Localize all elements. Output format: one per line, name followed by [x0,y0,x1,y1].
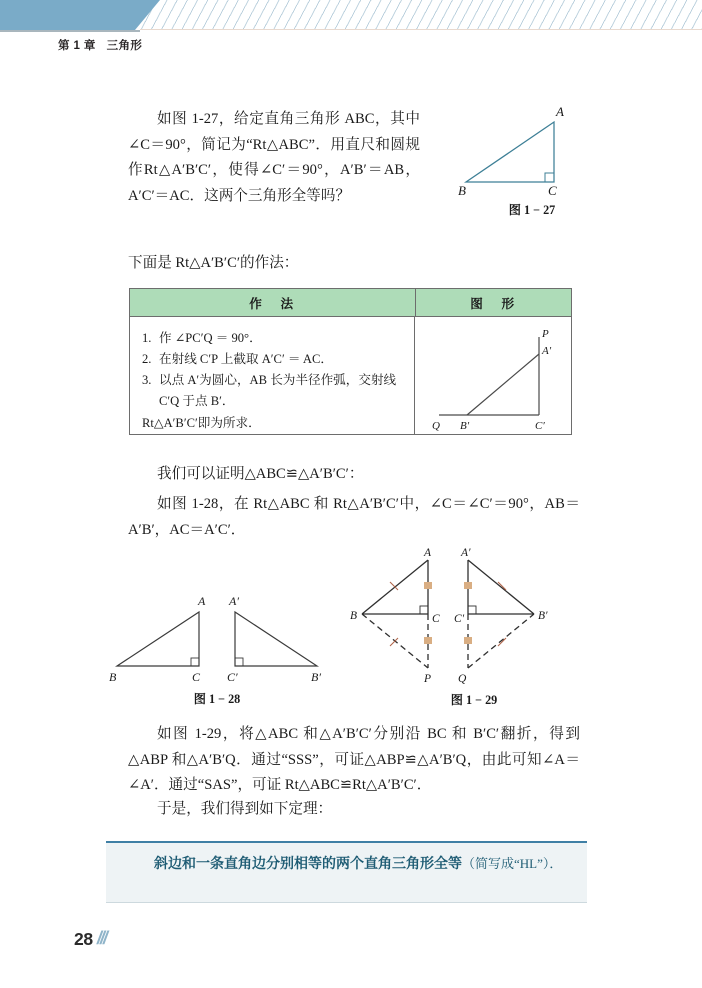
right-angle-marker-c [545,173,554,182]
label-a-prime: A′ [461,547,471,559]
construction-method-table [129,288,572,435]
label-c: C [548,183,557,196]
step-text: 以点 A′为圆心，AB 长为半径作弧，交射线 [159,373,397,387]
tick-c-prime-q [464,637,472,644]
label-c-prime: C′ [535,420,545,432]
method-step [142,349,406,370]
paragraph-intro-text: 如图 1‑27，给定直角三角形 ABC，其中∠C＝90°，简记为“Rt△ABC”．用直尺和圆规作Rt△A′B′C′，使得∠C′＝90°，A′B′＝AB，A′C′＝AC．这两个三角形全等吗？ [128,111,420,204]
segment-q-b-prime [468,614,534,668]
label-c: C [192,670,201,684]
step-number [142,391,159,412]
segment-a-prime-b-prime [467,354,539,415]
theorem-callout-box [106,841,587,903]
theorem-statement [126,852,569,876]
label-a: A [556,104,564,119]
right-angle-marker-c-prime [235,658,243,666]
table-cell-method-steps [130,317,415,434]
label-q: Q [458,673,467,685]
figure-1-28-caption: 图 1 − 28 [193,692,241,706]
method-conclusion: Rt△A′B′C′即为所求． [142,416,261,430]
paragraph-proof-lead-text: 我们可以证明△ABC≌△A′B′C′： [157,466,364,482]
page-footer [74,928,106,950]
label-c-prime: C′ [227,670,238,684]
figure-1-27-drawing [452,100,612,196]
segment-a-prime-b-prime [468,560,534,614]
figure-1-28 [103,585,331,707]
label-b-prime: B′ [460,420,470,432]
figure-1-27-caption: 图 1 − 27 [508,203,556,217]
step-number: 1. [142,331,152,345]
paragraph-given-text: 如图 1‑28，在 Rt△ABC 和 Rt△A′B′C′中，∠C＝∠C′＝90°，AB＝A′B′，AC＝A′C′． [128,496,580,538]
page-header-band [0,0,702,32]
label-a: A [424,547,432,559]
table-header-row [130,289,571,317]
step-text: 作 ∠PC′Q ＝ 90°． [159,331,262,345]
figure-1-29-caption: 图 1 − 29 [450,693,498,707]
theorem-main-text: 斜边和一条直角边分别相等的两个直角三角形全等 [154,855,462,871]
method-step [142,370,406,391]
table-column-header-method: 作 法 [130,289,416,316]
tick-cp [424,637,432,644]
triangle-a-prime-b-prime-c-prime [235,612,317,666]
label-c-prime: C′ [454,613,465,625]
tick-c-prime-a-prime [464,582,472,589]
triangle-abc [117,612,199,666]
label-a-prime: A′ [542,345,552,357]
triangle-abc [466,122,554,182]
header-gray-rule [0,30,140,32]
label-c: C [432,613,440,625]
step-text: 在射线 C′P 上截取 A′C′ ＝ AC． [159,352,333,366]
construction-diagram [415,317,571,434]
table-cell-figure [415,317,571,434]
label-q: Q [432,420,440,432]
table-column-header-figure: 图 形 [470,297,518,311]
running-head: 第 1 章 三角形 [58,40,143,52]
right-angle-marker-c [191,658,199,666]
figure-1-29-drawing [348,546,600,686]
label-a-prime: A′ [229,594,239,608]
step-number: 2. [142,352,152,366]
label-b: B [350,610,358,622]
paragraph-theorem-lead [128,797,580,823]
page-number: 28 [74,929,93,949]
paragraph-given [128,492,580,543]
paragraph-proof-lead [128,462,580,488]
figure-1-29 [348,546,600,708]
paragraph-fold-proof [128,722,580,799]
paragraph-construction-lead [128,251,580,277]
label-p: P [424,673,432,685]
tick-ca [424,582,432,589]
paragraph-construction-lead-text: 下面是 Rt△A′B′C′的作法： [128,255,299,271]
label-p: P [542,328,549,340]
label-a: A [198,594,206,608]
theorem-note-text: （简写成“HL”）． [462,856,563,871]
step-text: C′Q 于点 B′． [159,394,235,408]
label-b: B [458,183,466,196]
method-step [142,328,406,349]
method-step-continuation [142,391,406,412]
paragraph-intro [128,107,420,209]
figure-1-27 [452,100,612,218]
right-angle-marker-c [420,606,428,614]
paragraph-fold-proof-text: 如图 1‑29，将△ABC 和△A′B′C′分别沿 BC 和 B′C′翻折，得到△ABP 和△A′B′Q．通过“SSS”，可证△ABP≌△A′B′Q，由此可知∠A＝∠A′．通过“SAS”，可证 Rt△ABC≌Rt△A′B′C′． [128,726,580,793]
label-b-prime: B′ [538,610,548,622]
label-b-prime: B′ [311,670,321,684]
footer-slash-decoration: /// [96,928,106,948]
paragraph-theorem-lead-text: 于是，我们得到如下定理： [157,801,333,817]
table-body-row [130,317,571,434]
header-hatch-edge [140,0,702,30]
figure-1-28-drawing [103,585,331,685]
step-number: 3. [142,373,152,387]
right-angle-marker-c-prime [468,606,476,614]
label-b: B [109,670,117,684]
